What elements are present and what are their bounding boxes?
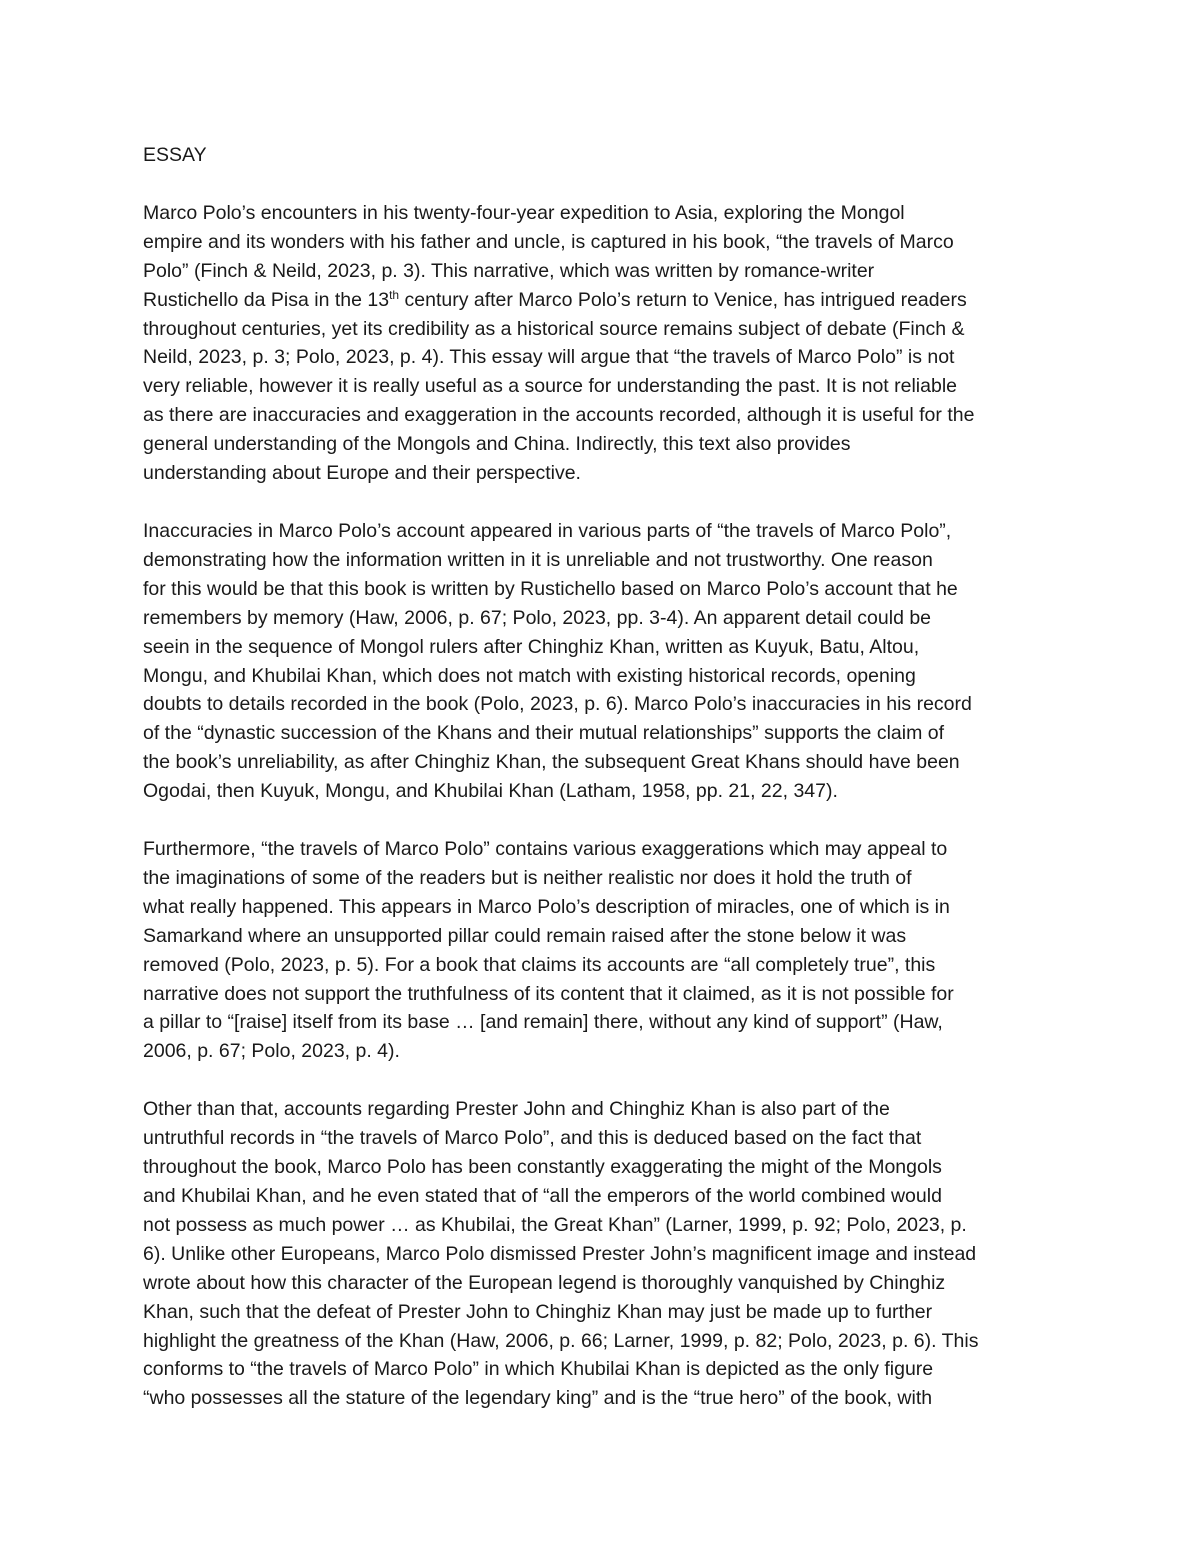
paragraph-line: the imaginations of some of the readers but is neither realistic nor does it hold the truth of [143, 866, 912, 889]
essay-body [143, 141, 1063, 1413]
paragraph-line: untruthful records in “the travels of Marco Polo”, and this is deduced based on the fact that [143, 1127, 922, 1150]
ordinal-superscript: th [389, 287, 400, 302]
paragraph-line: a pillar to “[raise] itself from its base … [and remain] there, without any kind of support” (Haw, [143, 1011, 943, 1034]
paragraph-line: 2006, p. 67; Polo, 2023, p. 4). [143, 1040, 400, 1063]
paragraph-line: what really happened. This appears in Marco Polo’s description of miracles, one of which is in [143, 895, 950, 918]
paragraph-prester-john [143, 1095, 1063, 1413]
paragraph-line: removed (Polo, 2023, p. 5). For a book that claims its accounts are “all completely true”, this [143, 953, 936, 976]
paragraph-line: for this would be that this book is written by Rustichello based on Marco Polo’s account that he [143, 577, 958, 600]
paragraph-line: Other than that, accounts regarding Prester John and Chinghiz Khan is also part of the [143, 1098, 890, 1121]
paragraph-line: narrative does not support the truthfulness of its content that it claimed, as it is not possible for [143, 982, 954, 1005]
paragraph-line: empire and its wonders with his father and uncle, is captured in his book, “the travels of Marco [143, 230, 954, 253]
paragraph-line: the book’s unreliability, as after Chinghiz Khan, the subsequent Great Khans should have been [143, 751, 960, 774]
blank-line [143, 170, 1063, 199]
paragraph-line: Inaccuracies in Marco Polo’s account appeared in various parts of “the travels of Marco Polo”, [143, 519, 952, 542]
paragraph-line: conforms to “the travels of Marco Polo” in which Khubilai Khan is depicted as the only figure [143, 1358, 934, 1381]
paragraph-line: Polo” (Finch & Neild, 2023, p. 3). This narrative, which was written by romance-writer [143, 259, 875, 282]
paragraph-line: Neild, 2023, p. 3; Polo, 2023, p. 4). This essay will argue that “the travels of Marco Polo” is not [143, 346, 955, 369]
paragraph-line: demonstrating how the information written in it is unreliable and not trustworthy. One reason [143, 548, 933, 571]
paragraph-line: seein in the sequence of Mongol rulers after Chinghiz Khan, written as Kuyuk, Batu, Altou, [143, 635, 920, 658]
paragraph-line: Mongu, and Khubilai Khan, which does not match with existing historical records, opening [143, 664, 916, 687]
paragraph-line: highlight the greatness of the Khan (Haw, 2006, p. 66; Larner, 1999, p. 82; Polo, 2023, p. 6). This [143, 1329, 979, 1352]
blank-line [143, 1066, 1063, 1095]
paragraph-line: doubts to details recorded in the book (Polo, 2023, p. 6). Marco Polo’s inaccuracies in his record [143, 693, 972, 716]
paragraph-line: as there are inaccuracies and exaggeration in the accounts recorded, although it is useful for the [143, 404, 975, 427]
paragraph-line: wrote about how this character of the European legend is thoroughly vanquished by Chinghiz [143, 1271, 946, 1294]
paragraph-line: of the “dynastic succession of the Khans and their mutual relationships” supports the claim of [143, 722, 945, 745]
paragraph-line: throughout the book, Marco Polo has been constantly exaggerating the might of the Mongols [143, 1156, 942, 1179]
paragraph-introduction [143, 199, 1063, 488]
paragraph-line: understanding about Europe and their perspective. [143, 462, 581, 485]
line-text-before: Rustichello da Pisa in the 13 [143, 288, 390, 311]
paragraph-exaggerations [143, 835, 1063, 1066]
paragraph-line: Furthermore, “the travels of Marco Polo” contains various exaggerations which may appeal to [143, 838, 948, 861]
paragraph-line: Marco Polo’s encounters in his twenty-four-year expedition to Asia, exploring the Mongol [143, 201, 905, 224]
paragraph-line: and Khubilai Khan, and he even stated that of “all the emperors of the world combined would [143, 1185, 942, 1207]
paragraph-line: very reliable, however it is really useful as a source for understanding the past. It is not reliable [143, 375, 958, 398]
paragraph-inaccuracies [143, 517, 1063, 806]
paragraph-line: remembers by memory (Haw, 2006, p. 67; Polo, 2023, pp. 3-4). An apparent detail could be [143, 606, 932, 629]
paragraph-line: general understanding of the Mongols and China. Indirectly, this text also provides [143, 433, 851, 456]
line-text-after: century after Marco Polo’s return to Venice, has intrigued readers [399, 288, 967, 311]
paragraph-line: “who possesses all the stature of the legendary king” and is the “true hero” of the book, with [143, 1387, 933, 1410]
paragraph-line-with-superscript [143, 286, 1063, 315]
paragraph-line: not possess as much power … as Khubilai, the Great Khan” (Larner, 1999, p. 92; Polo, 2023, p. [143, 1213, 967, 1236]
paragraph-line: Ogodai, then Kuyuk, Mongu, and Khubilai Khan (Latham, 1958, pp. 21, 22, 347). [143, 780, 838, 803]
paragraph-line: Samarkand where an unsupported pillar could remain raised after the stone below it was [143, 924, 907, 947]
paragraph-line: throughout centuries, yet its credibility as a historical source remains subject of debate (Finch & [143, 317, 965, 340]
blank-line [143, 806, 1063, 835]
paragraph-line: 6). Unlike other Europeans, Marco Polo dismissed Prester John’s magnificent image and instead [143, 1242, 977, 1265]
paragraph-line: Khan, such that the defeat of Prester John to Chinghiz Khan may just be made up to further [143, 1300, 933, 1323]
essay-heading: ESSAY [143, 144, 207, 166]
blank-line [143, 488, 1063, 517]
